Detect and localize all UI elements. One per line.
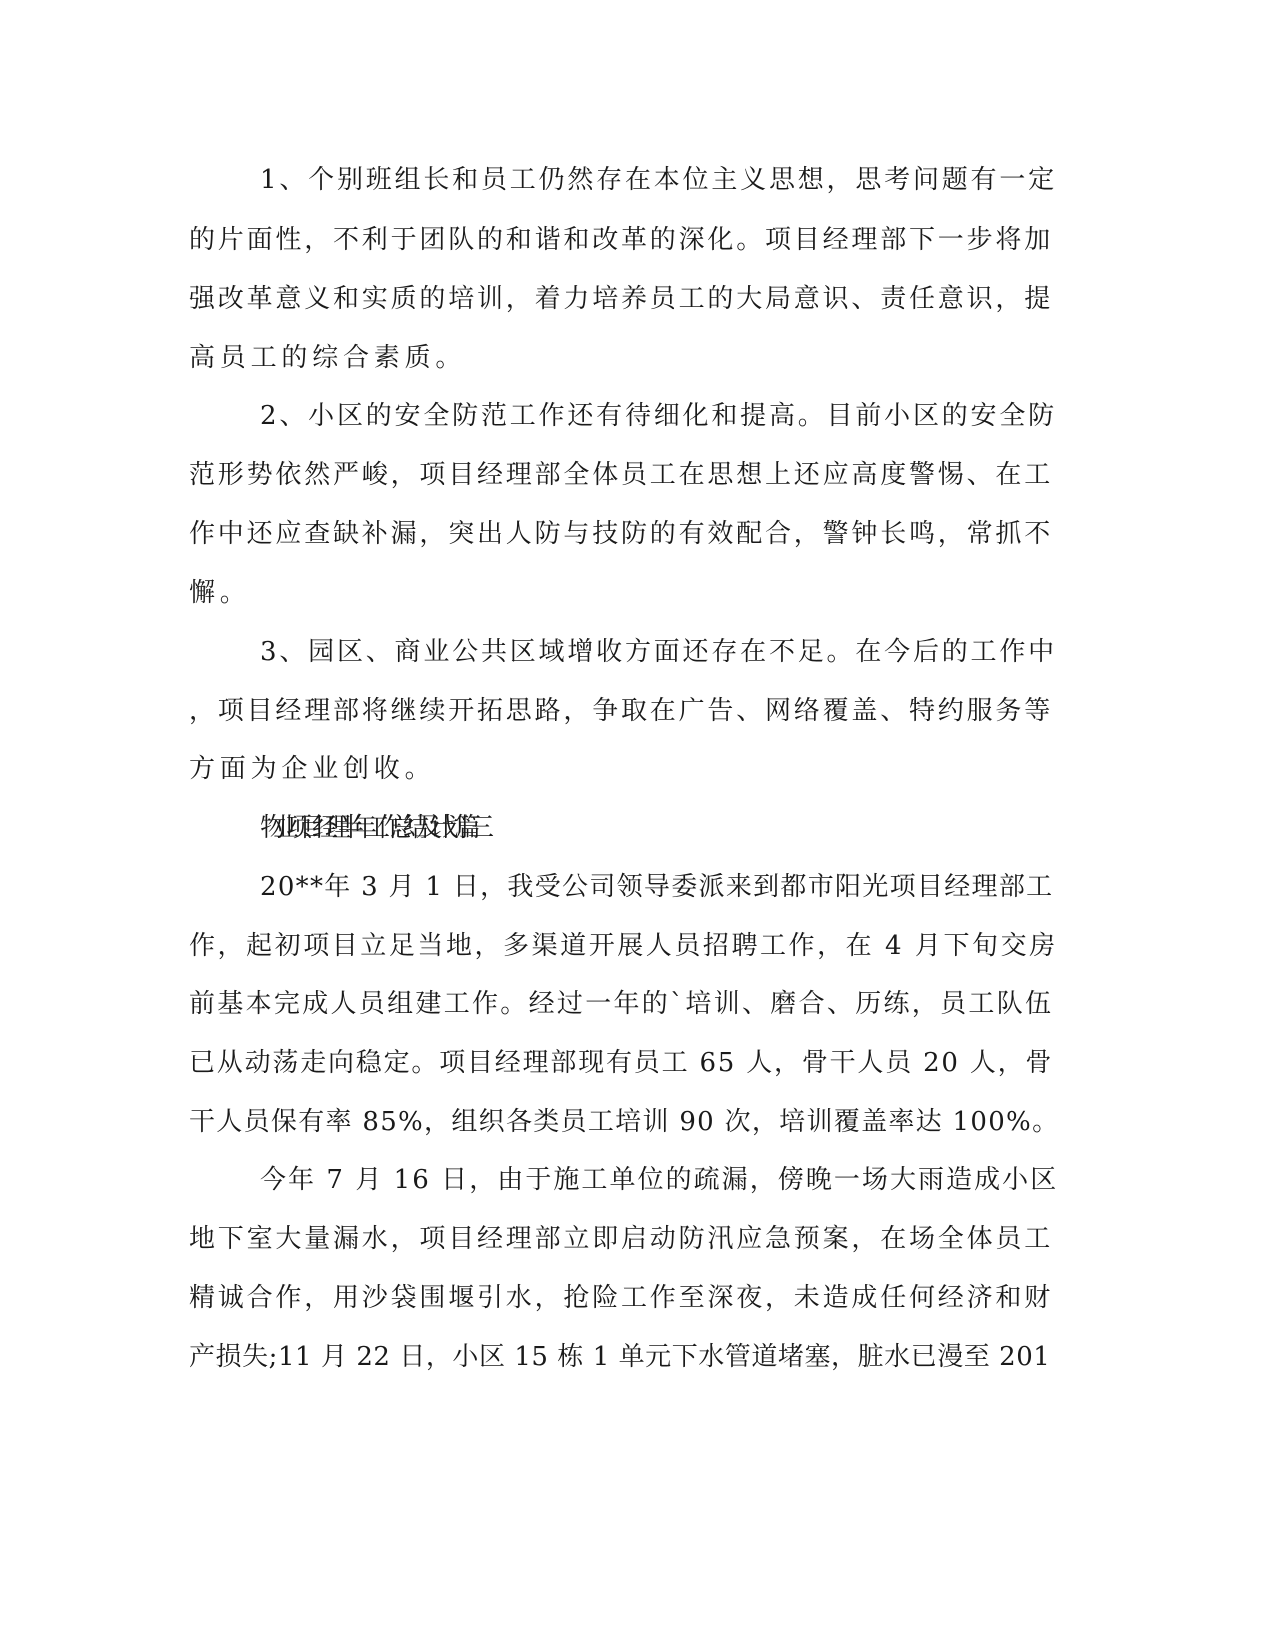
paragraph-2-line-3: 作中还应查缺补漏，突出人防与技防的有效配合，警钟长鸣，常抓不 xyxy=(189,519,1054,549)
paragraph-2-line-1: 2、小区的安全防范工作还有待细化和提高。目前小区的安全防 xyxy=(260,401,1057,431)
paragraph-2-line-4: 懈。 xyxy=(189,578,251,608)
paragraph-5-line-2: 地下室大量漏水，项目经理部立即启动防汛应急预案，在场全体员工 xyxy=(189,1224,1054,1254)
paragraph-4-line-1: 20**年 3 月 1 日，我受公司领导委派来到都市阳光项目经理部工 xyxy=(260,872,1054,902)
paragraph-4-line-3: 前基本完成人员组建工作。经过一年的`培训、磨合、历练，员工队伍 xyxy=(189,989,1054,1019)
section-heading: 物业项目经理半年工作总结及计划篇三 xyxy=(260,813,482,843)
paragraph-3-line-1: 3、园区、商业公共区域增收方面还存在不足。在今后的工作中 xyxy=(260,637,1057,667)
paragraph-1-line-2: 的片面性，不利于团队的和谐和改革的深化。项目经理部下一步将加 xyxy=(189,225,1054,255)
paragraph-1-line-3: 强改革意义和实质的培训，着力培养员工的大局意识、责任意识，提 xyxy=(189,284,1054,314)
paragraph-5-line-1: 今年 7 月 16 日，由于施工单位的疏漏，傍晚一场大雨造成小区 xyxy=(260,1165,1059,1195)
paragraph-3-line-3: 方面为企业创收。 xyxy=(189,754,436,784)
paragraph-2-line-2: 范形势依然严峻，项目经理部全体员工在思想上还应高度警惕、在工 xyxy=(189,460,1054,490)
paragraph-5-line-4: 产损失;11 月 22 日，小区 15 栋 1 单元下水管道堵塞，脏水已漫至 201 xyxy=(189,1342,1051,1372)
paragraph-1-line-4: 高员工的综合素质。 xyxy=(189,343,467,373)
paragraph-1-line-1: 1、个别班组长和员工仍然存在本位主义思想，思考问题有一定 xyxy=(260,165,1057,195)
paragraph-4-line-2: 作，起初项目立足当地，多渠道开展人员招聘工作，在 4 月下旬交房 xyxy=(189,931,1058,961)
paragraph-4-line-5: 干人员保有率 85%，组织各类员工培训 90 次，培训覆盖率达 100%。 xyxy=(189,1107,1060,1137)
paragraph-5-line-3: 精诚合作，用沙袋围堰引水，抢险工作至深夜，未造成任何经济和财 xyxy=(189,1283,1054,1313)
paragraph-4-line-4: 已从动荡走向稳定。项目经理部现有员工 65 人，骨干人员 20 人，骨 xyxy=(189,1048,1054,1078)
paragraph-3-line-2: ，项目经理部将继续开拓思路，争取在广告、网络覆盖、特约服务等 xyxy=(189,696,1054,726)
